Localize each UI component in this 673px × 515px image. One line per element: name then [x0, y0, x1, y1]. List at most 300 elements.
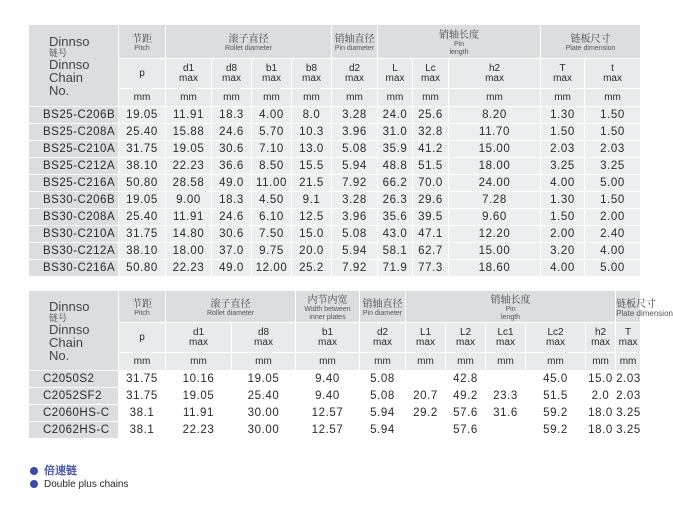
symbol-max: max: [553, 72, 572, 84]
group-cn: 链板尺寸: [570, 34, 611, 45]
value-cell: 25.6: [413, 107, 449, 124]
value-cell: 18.00: [166, 243, 212, 260]
symbol-max: max: [385, 72, 405, 84]
value-cell: 15.88: [166, 124, 212, 141]
value-cell: 19.05: [232, 371, 296, 388]
symbol-cell: [166, 59, 212, 89]
value-cell: 59.2: [526, 422, 586, 439]
value-cell: 31.75: [119, 388, 166, 405]
group-cn: 销轴长度: [439, 30, 480, 41]
value-cell: 7.10: [252, 141, 292, 158]
plate-group-header: [541, 25, 641, 59]
unit-cell: mm: [252, 89, 292, 107]
symbol-cell: [212, 59, 252, 89]
value-cell: 58.1: [378, 243, 413, 260]
value-cell: 2.0: [586, 388, 616, 405]
symbol-text: T: [625, 326, 632, 338]
unit-cell: mm: [166, 89, 212, 107]
value-cell: 13.0: [292, 141, 332, 158]
table-row: [29, 388, 641, 405]
value-cell: 4.00: [541, 175, 585, 192]
symbol-cell: [332, 59, 378, 89]
value-cell: 30.00: [232, 405, 296, 422]
value-cell: 51.5: [526, 388, 586, 405]
unit-cell: mm: [292, 89, 332, 107]
value-cell: 26.3: [378, 192, 413, 209]
value-cell: 15.00: [449, 141, 541, 158]
group-cn: 滚子直径: [210, 299, 251, 310]
value-cell: 5.08: [360, 388, 406, 405]
value-cell: 25.40: [119, 209, 166, 226]
header-line: Dinnso: [49, 56, 90, 72]
symbol-max: max: [416, 336, 435, 348]
value-cell: 66.2: [378, 175, 413, 192]
header-line: 链号: [49, 312, 68, 323]
header-line: 链号: [49, 47, 68, 58]
symbol-text: h2: [488, 62, 501, 74]
value-cell: 15.0: [292, 226, 332, 243]
value-cell: 11.91: [166, 405, 232, 422]
value-cell: 4.00: [585, 243, 641, 260]
legend-en-text: Double plus chains: [44, 479, 129, 490]
plate-group-header: [616, 291, 673, 323]
value-cell: 18.3: [212, 192, 252, 209]
symbol-cell: [119, 59, 166, 89]
value-cell: 4.50: [252, 192, 292, 209]
value-cell: 25.2: [292, 260, 332, 277]
value-cell: [486, 371, 526, 388]
group-cn: 销轴长度: [490, 295, 531, 306]
symbol-cell: [406, 323, 446, 353]
value-cell: 1.50: [585, 124, 641, 141]
table-body: [29, 107, 641, 277]
roller-group-header: [166, 291, 296, 323]
symbol-row: [29, 323, 641, 353]
value-cell: 21.5: [292, 175, 332, 192]
value-cell: 5.00: [585, 175, 641, 192]
group-en: Plate dimension: [616, 309, 673, 318]
unit-cell: mm: [119, 353, 166, 371]
value-cell: 5.08: [360, 371, 406, 388]
value-cell: 36.6: [212, 158, 252, 175]
symbol-text: d1: [192, 326, 205, 338]
symbol-max: max: [603, 72, 622, 84]
chain-no-cell: BS25-C216A: [29, 175, 119, 192]
pin-diameter-group-header: [360, 291, 406, 323]
value-cell: 10.3: [292, 124, 332, 141]
value-cell: 1.50: [541, 209, 585, 226]
header-line: Chain: [49, 334, 83, 350]
value-cell: 32.8: [413, 124, 449, 141]
value-cell: 30.6: [212, 226, 252, 243]
value-cell: 9.1: [292, 192, 332, 209]
unit-cell: mm: [212, 89, 252, 107]
value-cell: 24.0: [378, 107, 413, 124]
value-cell: 19.05: [119, 192, 166, 209]
value-cell: 42.8: [446, 371, 486, 388]
symbol-max: max: [591, 336, 610, 348]
unit-cell: mm: [232, 353, 296, 371]
value-cell: 11.00: [252, 175, 292, 192]
symbol-max: max: [618, 336, 638, 348]
value-cell: 35.9: [378, 141, 413, 158]
unit-cell: mm: [296, 353, 360, 371]
value-cell: 9.60: [449, 209, 541, 226]
value-cell: 11.91: [166, 209, 212, 226]
value-cell: 9.75: [252, 243, 292, 260]
value-cell: 19.05: [166, 388, 232, 405]
chain-no-cell: C2060HS-C: [29, 405, 119, 422]
value-cell: 9.00: [166, 192, 212, 209]
group-cn: 销轴直径: [334, 34, 375, 45]
symbol-cell: [292, 59, 332, 89]
value-cell: 71.9: [378, 260, 413, 277]
symbol-max: max: [373, 336, 392, 348]
group-cn: 销轴直径: [362, 299, 403, 310]
value-cell: 5.00: [585, 260, 641, 277]
symbol-max: max: [179, 72, 198, 84]
unit-cell: mm: [332, 89, 378, 107]
value-cell: 57.6: [446, 405, 486, 422]
value-cell: 49.2: [446, 388, 486, 405]
value-cell: 10.16: [166, 371, 232, 388]
value-cell: 24.6: [212, 124, 252, 141]
symbol-cell: [585, 59, 641, 89]
symbol-text: d2: [348, 62, 361, 74]
symbol-cell: [616, 323, 641, 353]
value-cell: 30.6: [212, 141, 252, 158]
symbol-text: L1: [419, 326, 432, 338]
symbol-text: p: [139, 331, 145, 343]
chain-no-cell: BS30-C210A: [29, 226, 119, 243]
table-row: [29, 124, 641, 141]
value-cell: 7.28: [449, 192, 541, 209]
symbol-text: t: [611, 62, 614, 74]
value-cell: 38.10: [119, 243, 166, 260]
value-cell: 8.50: [252, 158, 292, 175]
group-cn: 链板尺寸: [616, 299, 657, 310]
value-cell: 49.0: [212, 260, 252, 277]
value-cell: 2.03: [616, 388, 641, 405]
value-cell: [406, 371, 446, 388]
value-cell: 12.5: [292, 209, 332, 226]
unit-cell: mm: [378, 89, 413, 107]
unit-cell: mm: [616, 353, 641, 371]
group-cn: 滚子直径: [228, 34, 269, 45]
value-cell: 39.5: [413, 209, 449, 226]
value-cell: 22.23: [166, 158, 212, 175]
unit-cell: mm: [541, 89, 585, 107]
chain-spec-table-c: [28, 290, 673, 439]
header-line: No.: [49, 82, 70, 98]
value-cell: 15.00: [449, 243, 541, 260]
unit-row: [29, 353, 641, 371]
value-cell: 1.50: [585, 192, 641, 209]
symbol-cell: [541, 59, 585, 89]
symbol-cell: [360, 323, 406, 353]
symbol-cell: [446, 323, 486, 353]
value-cell: 43.0: [378, 226, 413, 243]
symbol-text: T: [559, 62, 566, 74]
symbol-text: b8: [305, 62, 318, 74]
group-cn: 节距: [132, 299, 152, 310]
value-cell: 5.94: [360, 422, 406, 439]
symbol-cell: [449, 59, 541, 89]
symbol-text: h2: [594, 326, 607, 338]
table-row: [29, 371, 641, 388]
legend-en: [30, 479, 129, 490]
pin-length-group-header: [406, 291, 616, 323]
value-cell: 3.96: [332, 124, 378, 141]
symbol-cell: [586, 323, 616, 353]
value-cell: 7.92: [332, 260, 378, 277]
value-cell: 12.00: [252, 260, 292, 277]
value-cell: 8.20: [449, 107, 541, 124]
value-cell: 5.08: [332, 226, 378, 243]
group-en: Pitch: [134, 310, 150, 317]
group-en: Pin diameter: [362, 310, 403, 317]
value-cell: 11.91: [166, 107, 212, 124]
value-cell: 31.75: [119, 141, 166, 158]
symbol-text: d1: [182, 62, 195, 74]
symbol-text: Lc: [425, 62, 436, 74]
chain-no-header: [29, 291, 119, 371]
value-cell: 77.3: [413, 260, 449, 277]
value-cell: 18.0: [586, 422, 616, 439]
group-en: Rollet diameter: [224, 45, 273, 52]
table-row: [29, 141, 641, 158]
symbol-max: max: [345, 72, 364, 84]
value-cell: 3.20: [541, 243, 585, 260]
value-cell: 47.1: [413, 226, 449, 243]
symbol-max: max: [421, 72, 440, 84]
value-cell: 2.00: [585, 209, 641, 226]
chain-no-cell: BS25-C206B: [29, 107, 119, 124]
symbol-max: max: [496, 336, 515, 348]
value-cell: 35.6: [378, 209, 413, 226]
value-cell: 3.25: [585, 158, 641, 175]
roller-group-header: [166, 25, 332, 59]
value-cell: 22.23: [166, 260, 212, 277]
value-cell: 5.94: [332, 243, 378, 260]
value-cell: 45.0: [526, 371, 586, 388]
header-line: Dinnso: [49, 33, 90, 49]
symbol-text: d2: [376, 326, 389, 338]
symbol-cell: [486, 323, 526, 353]
table-row: [29, 243, 641, 260]
value-cell: 8.0: [292, 107, 332, 124]
value-cell: [486, 422, 526, 439]
value-cell: 5.94: [332, 158, 378, 175]
table-row: [29, 260, 641, 277]
table-row: [29, 158, 641, 175]
value-cell: 20.0: [292, 243, 332, 260]
group-en: Width between inner plates: [304, 306, 351, 321]
symbol-cell: [232, 323, 296, 353]
table-row: [29, 192, 641, 209]
value-cell: 12.57: [296, 422, 360, 439]
value-cell: 7.50: [252, 226, 292, 243]
value-cell: 49.0: [212, 175, 252, 192]
value-cell: 29.6: [413, 192, 449, 209]
value-cell: 30.00: [232, 422, 296, 439]
symbol-text: b1: [265, 62, 278, 74]
unit-row: [29, 89, 641, 107]
chain-no-cell: C2050S2: [29, 371, 119, 388]
symbol-text: p: [139, 67, 145, 79]
symbol-row: [29, 59, 641, 89]
value-cell: 29.2: [406, 405, 446, 422]
value-cell: 25.40: [119, 124, 166, 141]
value-cell: 1.30: [541, 192, 585, 209]
symbol-max: max: [302, 72, 321, 84]
symbol-max: max: [485, 72, 504, 84]
unit-cell: mm: [449, 89, 541, 107]
value-cell: 37.0: [212, 243, 252, 260]
symbol-text: L: [392, 62, 398, 74]
inner-width-group-header: [296, 291, 360, 323]
group-en: Plate dimension: [565, 45, 616, 52]
value-cell: 14.80: [166, 226, 212, 243]
symbol-max: max: [318, 336, 337, 348]
unit-cell: mm: [526, 353, 586, 371]
symbol-cell: [413, 59, 449, 89]
symbol-cell: [166, 323, 232, 353]
value-cell: 70.0: [413, 175, 449, 192]
value-cell: 2.03: [616, 371, 641, 388]
value-cell: 3.25: [541, 158, 585, 175]
value-cell: 38.10: [119, 158, 166, 175]
value-cell: 24.00: [449, 175, 541, 192]
value-cell: 4.00: [252, 107, 292, 124]
chain-no-cell: C2062HS-C: [29, 422, 119, 439]
value-cell: 19.05: [166, 141, 212, 158]
group-en: Pin diameter: [334, 45, 375, 52]
unit-cell: mm: [446, 353, 486, 371]
chain-no-cell: BS30-C208A: [29, 209, 119, 226]
value-cell: 3.25: [616, 422, 641, 439]
value-cell: 38.1: [119, 422, 166, 439]
value-cell: 7.92: [332, 175, 378, 192]
header-line: Dinnso: [49, 298, 90, 314]
pitch-group-header: [119, 291, 166, 323]
value-cell: 28.58: [166, 175, 212, 192]
symbol-cell: [252, 59, 292, 89]
symbol-text: b1: [321, 326, 334, 338]
value-cell: 3.28: [332, 192, 378, 209]
chain-no-cell: C2052SF2: [29, 388, 119, 405]
unit-cell: mm: [119, 89, 166, 107]
table-row: [29, 107, 641, 124]
unit-cell: mm: [585, 89, 641, 107]
symbol-text: d8: [225, 62, 238, 74]
value-cell: 18.00: [449, 158, 541, 175]
value-cell: 9.40: [296, 371, 360, 388]
value-cell: 31.0: [378, 124, 413, 141]
group-en: Pin length: [500, 306, 521, 321]
value-cell: 48.8: [378, 158, 413, 175]
table-body: [29, 371, 641, 439]
value-cell: 18.0: [586, 405, 616, 422]
symbol-max: max: [222, 72, 241, 84]
unit-cell: mm: [406, 353, 446, 371]
value-cell: 23.3: [486, 388, 526, 405]
unit-cell: mm: [413, 89, 449, 107]
value-cell: 19.05: [119, 107, 166, 124]
value-cell: 12.57: [296, 405, 360, 422]
value-cell: 15.5: [292, 158, 332, 175]
symbol-max: max: [254, 336, 273, 348]
group-cn: 节距: [132, 34, 152, 45]
pitch-group-header: [119, 25, 166, 59]
value-cell: 5.08: [332, 141, 378, 158]
table-row: [29, 175, 641, 192]
symbol-text: Lc1: [497, 326, 514, 338]
symbol-cell: [119, 323, 166, 353]
value-cell: 50.80: [119, 260, 166, 277]
value-cell: 3.96: [332, 209, 378, 226]
symbol-text: Lc2: [547, 326, 564, 338]
symbol-cell: [296, 323, 360, 353]
symbol-text: L2: [459, 326, 472, 338]
header-line: Dinnso: [49, 321, 90, 337]
value-cell: 31.75: [119, 371, 166, 388]
group-cn: 内节内宽: [307, 295, 348, 306]
pin-length-group-header: [378, 25, 541, 59]
unit-cell: mm: [166, 353, 232, 371]
value-cell: 1.50: [541, 124, 585, 141]
value-cell: 2.03: [585, 141, 641, 158]
chain-no-cell: BS25-C210A: [29, 141, 119, 158]
value-cell: 2.03: [541, 141, 585, 158]
value-cell: 3.25: [616, 405, 641, 422]
value-cell: 51.5: [413, 158, 449, 175]
table-row: [29, 422, 641, 439]
value-cell: 18.60: [449, 260, 541, 277]
chain-spec-table-bs: [28, 24, 641, 277]
value-cell: 3.28: [332, 107, 378, 124]
table-row: [29, 209, 641, 226]
table-row: [29, 226, 641, 243]
value-cell: 31.75: [119, 226, 166, 243]
value-cell: 24.6: [212, 209, 252, 226]
value-cell: 38.1: [119, 405, 166, 422]
symbol-cell: [378, 59, 413, 89]
value-cell: 15.0: [586, 371, 616, 388]
value-cell: 57.6: [446, 422, 486, 439]
symbol-max: max: [546, 336, 565, 348]
unit-cell: mm: [586, 353, 616, 371]
unit-cell: mm: [486, 353, 526, 371]
unit-cell: mm: [360, 353, 406, 371]
value-cell: 62.7: [413, 243, 449, 260]
symbol-max: max: [189, 336, 208, 348]
bullet-icon: [30, 480, 38, 488]
symbol-max: max: [456, 336, 475, 348]
value-cell: 5.94: [360, 405, 406, 422]
value-cell: 2.40: [585, 226, 641, 243]
value-cell: 50.80: [119, 175, 166, 192]
bullet-icon: [30, 467, 38, 475]
value-cell: 6.10: [252, 209, 292, 226]
value-cell: 41.2: [413, 141, 449, 158]
value-cell: 20.7: [406, 388, 446, 405]
header-line: No.: [49, 347, 70, 363]
group-en: Rollet diameter: [206, 310, 255, 317]
chain-no-cell: BS30-C216A: [29, 260, 119, 277]
value-cell: 1.30: [541, 107, 585, 124]
value-cell: 25.40: [232, 388, 296, 405]
